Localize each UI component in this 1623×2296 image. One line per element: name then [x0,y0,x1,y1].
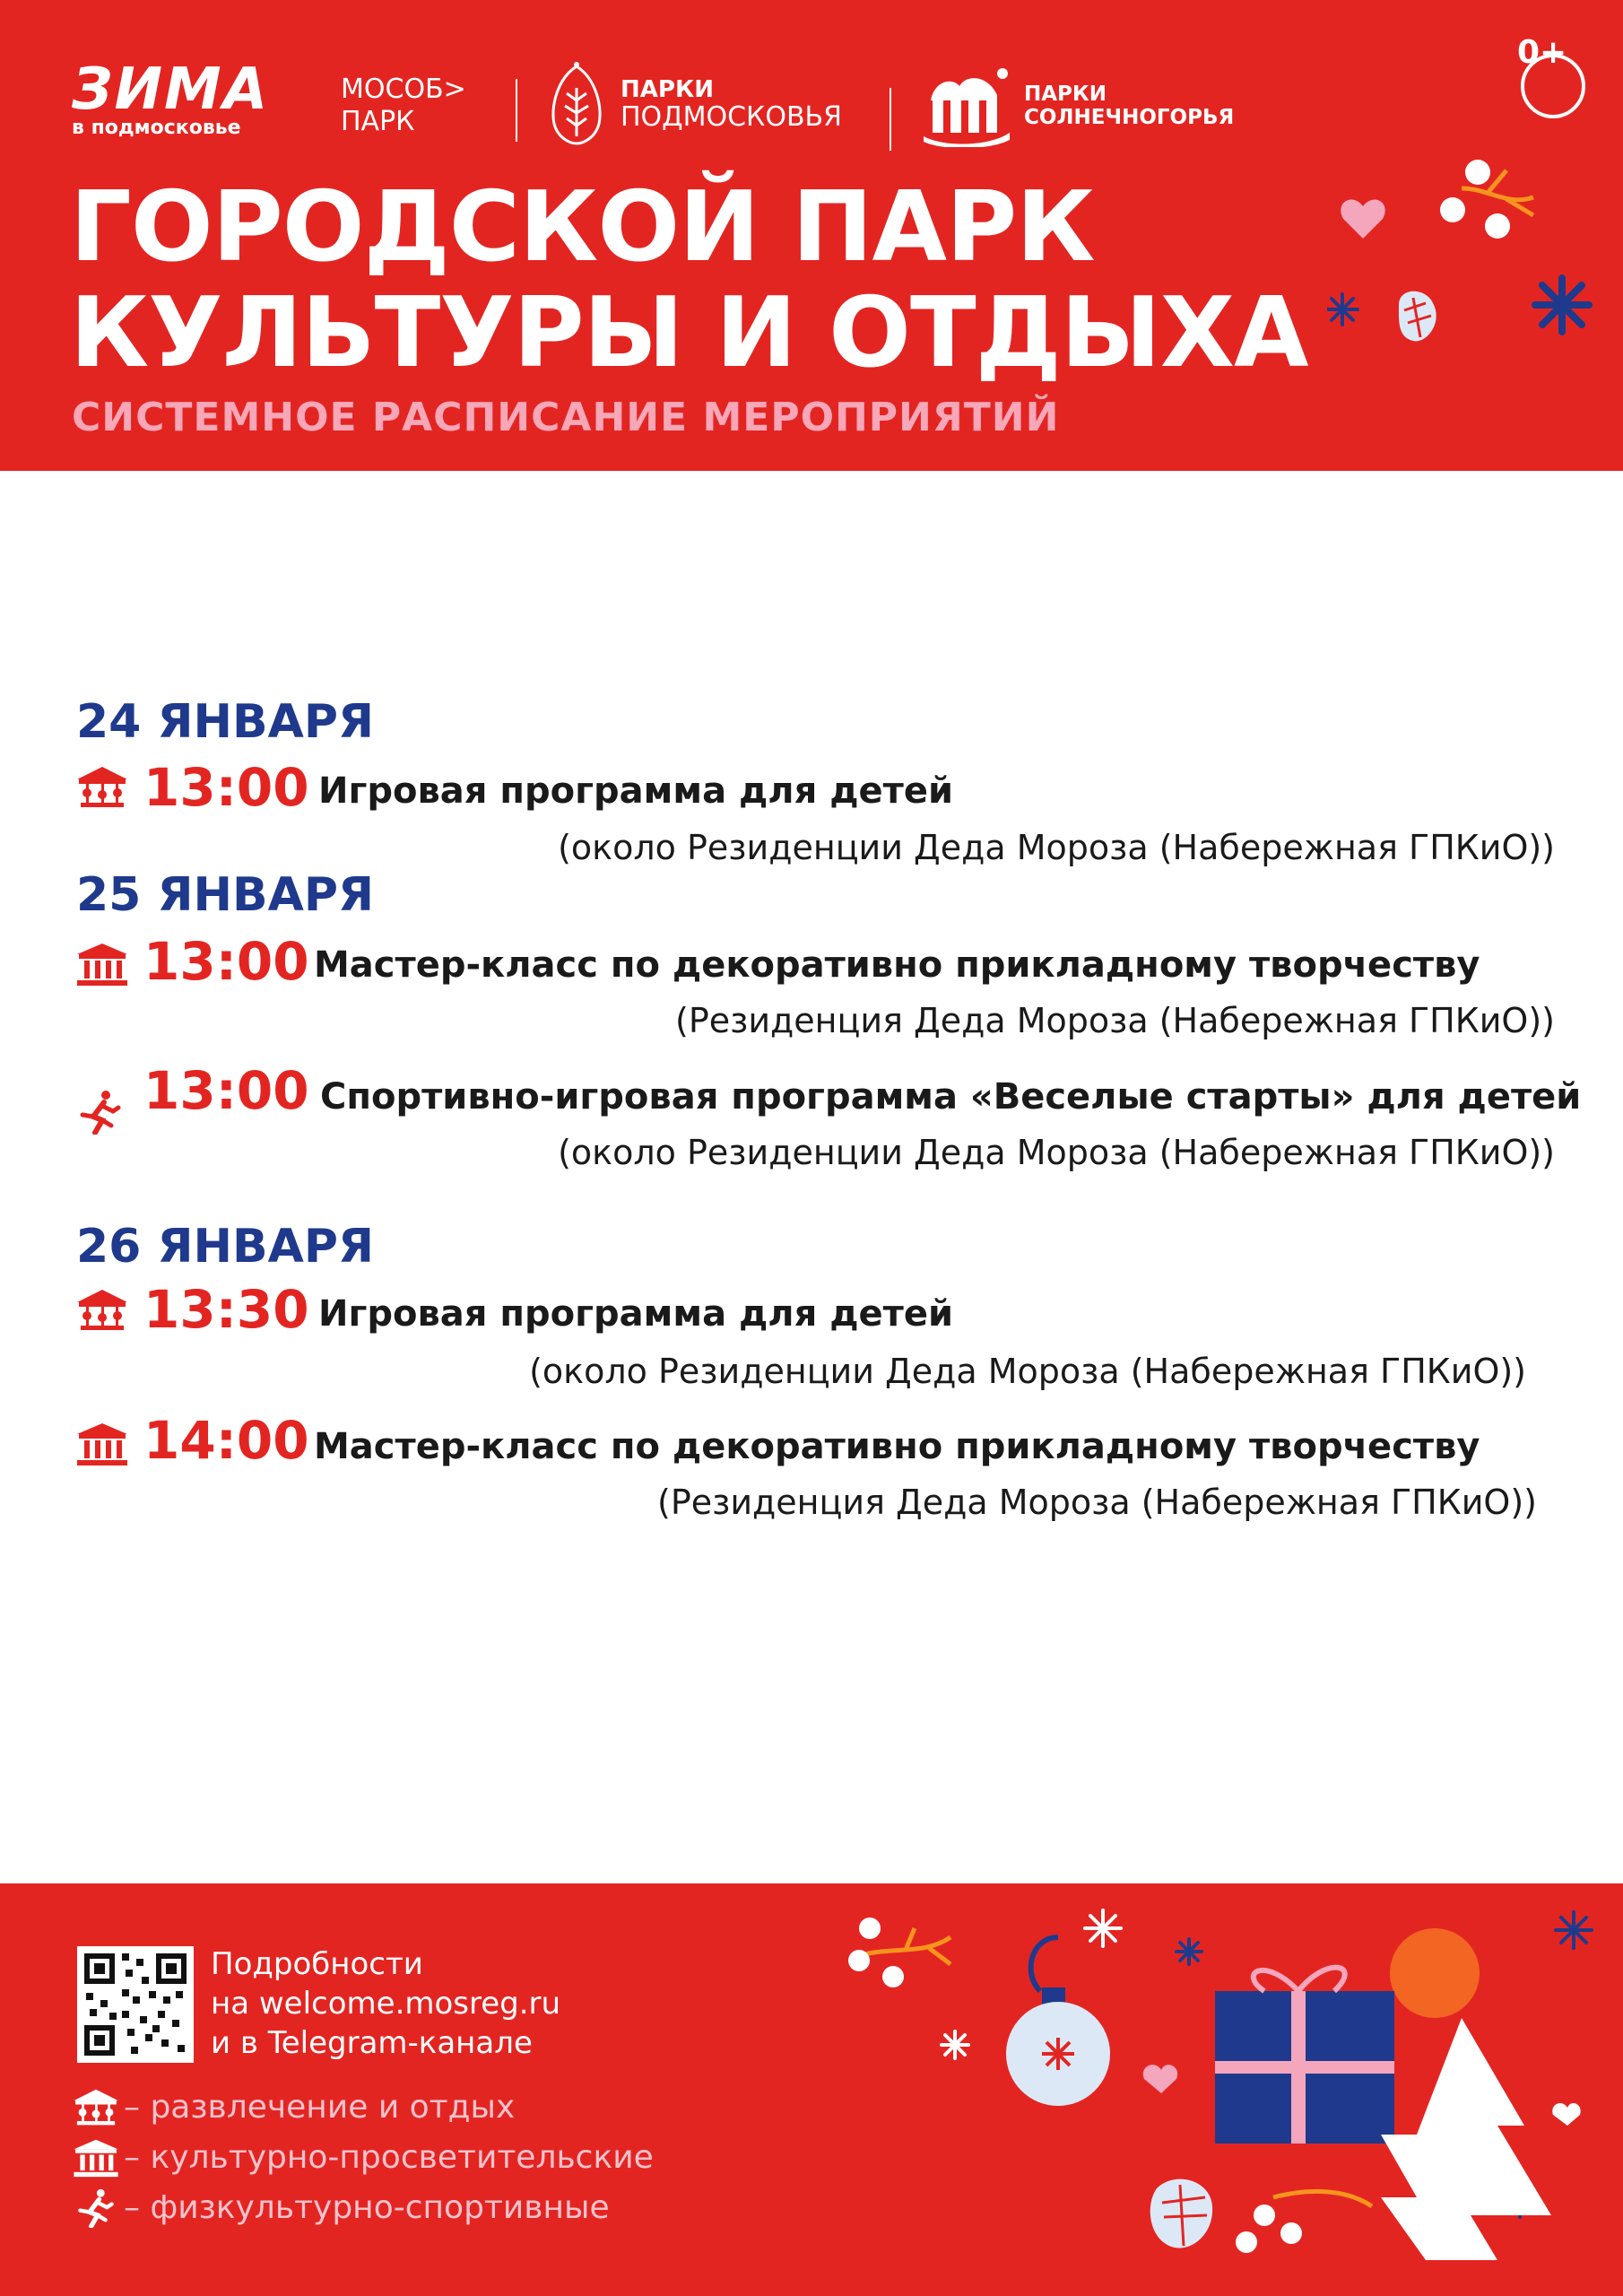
qr-code[interactable] [77,1946,194,2063]
legend [72,2087,654,2229]
age-circle-icon [1519,52,1587,120]
event-time: 14:00 [143,1410,309,1471]
museum-icon [75,1422,129,1466]
legend-item: – физкультурно-спортивные [72,2187,654,2229]
runner-icon [72,2188,120,2228]
legend-item: – развлечение и отдых [72,2087,654,2128]
event-time: 13:00 [143,757,309,818]
event-location: (около Резиденции Деда Мороза (Набережная ГПКиО)) [558,1133,1555,1172]
event-title: Мастер-класс по декоративно прикладному творчеству [314,944,1480,986]
logo-divider [890,88,891,151]
parki-podmoskovya-logo: ПАРКИ ПОДМОСКОВЬЯ [547,61,842,147]
schedule-date: 24 ЯНВАРЯ [76,695,375,749]
pine-cone-icon [547,61,606,147]
carousel-icon [72,2088,120,2127]
event-location: (Резиденция Деда Мороза (Набережная ГПКиО)) [657,1483,1537,1522]
website-link[interactable]: на welcome.mosreg.ru [211,1986,561,2022]
mosobpark-logo: МОСОБ> ПАРК [341,74,466,137]
park-gate-icon [916,65,1015,147]
event-time: 13:30 [143,1279,309,1340]
event-time: 13:00 [143,931,309,992]
museum-icon [75,942,129,987]
runner-icon [74,1090,127,1135]
event-location: (Резиденция Деда Мороза (Набережная ГПКиО)) [675,1001,1555,1040]
page-title: ГОРОДСКОЙ ПАРК КУЛЬТУРЫ И ОТДЫХА [70,171,1308,389]
event-title: Игровая программа для детей [318,770,953,812]
winter-decoration-icon [1327,152,1614,359]
event-location: (около Резиденции Деда Мороза (Набережная ГПКиО)) [558,828,1555,867]
age-rating: 0+ [1517,34,1567,71]
museum-icon [72,2138,120,2178]
carousel-icon [75,1288,129,1333]
more-info-text: Подробности на welcome.mosreg.ru и в Telegram-канале [211,1946,561,2061]
event-title: Игровая программа для детей [318,1293,953,1335]
schedule-date: 25 ЯНВАРЯ [76,868,375,922]
zima-logo: ЗИМА в подмосковье [72,57,270,139]
event-time: 13:00 [143,1060,309,1121]
event-title: Спортивно-игровая программа «Веселые старты» для детей [320,1076,1582,1118]
carousel-icon [75,765,129,810]
event-location: (около Резиденции Деда Мороза (Набережная ГПКиО)) [529,1352,1526,1391]
event-title: Мастер-класс по декоративно прикладному творчеству [314,1426,1480,1467]
page-subtitle: СИСТЕМНОЕ РАСПИСАНИЕ МЕРОПРИЯТИЙ [72,395,1060,440]
header-banner [0,0,1623,471]
legend-item: – культурно-просветительские [72,2137,654,2179]
winter-decoration-icon [843,1901,1605,2278]
logo-divider [516,79,517,142]
schedule-date: 26 ЯНВАРЯ [76,1220,375,1274]
parki-solnechnogorya-logo: ПАРКИ СОЛНЕЧНОГОРЬЯ [916,65,1234,147]
